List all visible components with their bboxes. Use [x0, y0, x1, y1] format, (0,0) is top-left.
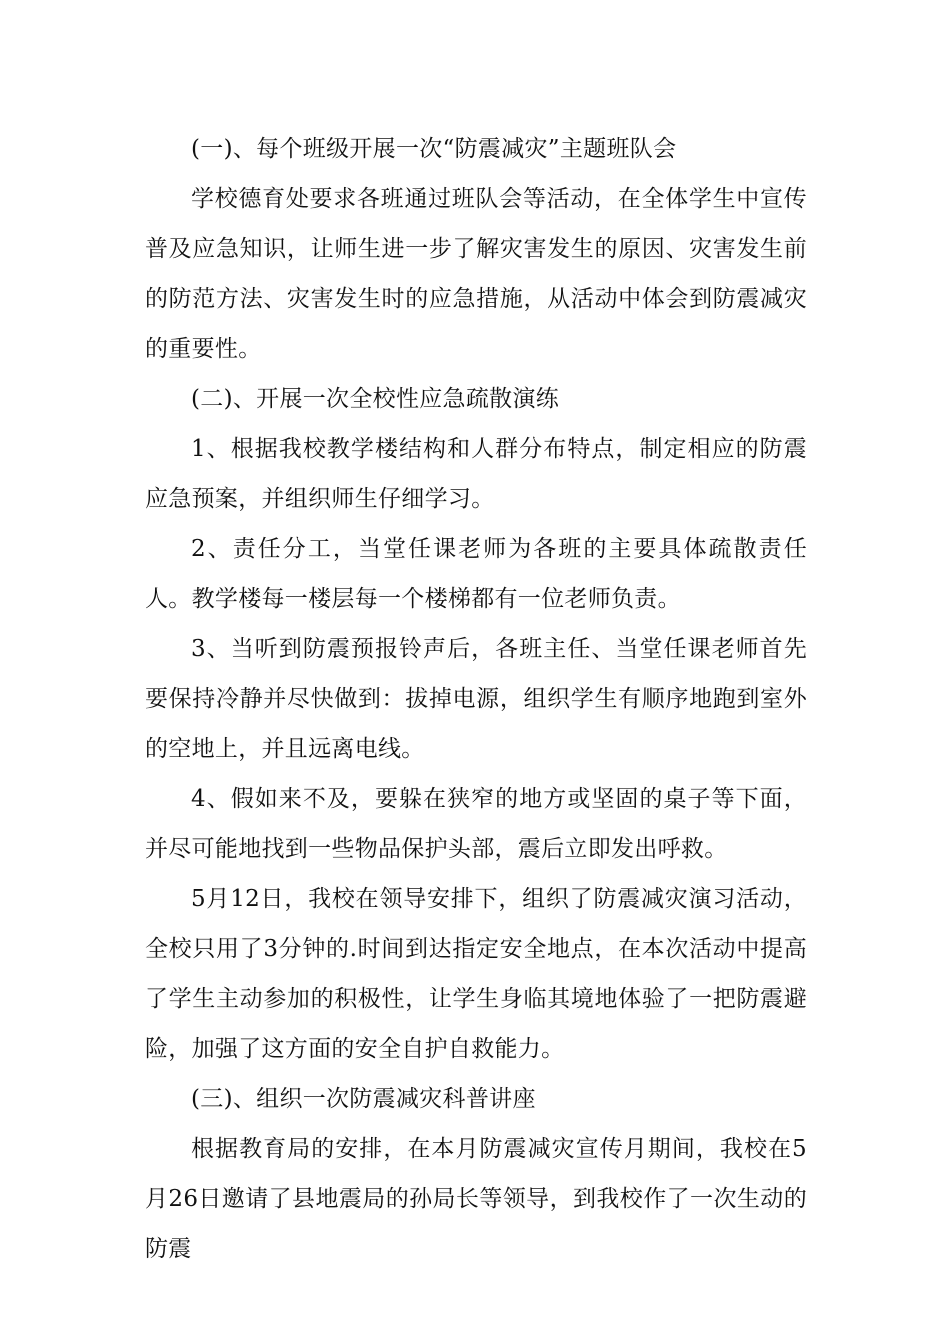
paragraph-lecture: 根据教育局的安排，在本月防震减灾宣传月期间，我校在5月26日邀请了县地震局的孙局长等领导，到我校作了一次生动的防震: [145, 1136, 807, 1262]
paragraph-item-1: 1、根据我校教学楼结构和人群分布特点，制定相应的防震应急预案，并组织师生仔细学习。: [145, 436, 807, 512]
heading-section-3: (三)、组织一次防震减灾科普讲座: [191, 1086, 536, 1112]
heading-section-2: (二)、开展一次全校性应急疏散演练: [191, 386, 560, 412]
paragraph-item-4: 4、假如来不及，要躲在狭窄的地方或坚固的桌子等下面，并尽可能地找到一些物品保护头部，震后立即发出呼救。: [145, 786, 807, 862]
paragraph-item-3: 3、当听到防震预报铃声后，各班主任、当堂任课老师首先要保持冷静并尽快做到：拔掉电源，组织学生有顺序地跑到室外的空地上，并且远离电线。: [145, 636, 807, 762]
heading-section-1: (一)、每个班级开展一次“防震减灾”主题班队会: [191, 136, 677, 162]
paragraph-item-2: 2、责任分工，当堂任课老师为各班的主要具体疏散责任人。教学楼每一楼层每一个楼梯都有一位老师负责。: [145, 536, 807, 612]
paragraph-class-meeting: 学校德育处要求各班通过班队会等活动，在全体学生中宣传普及应急知识，让师生进一步了解灾害发生的原因、灾害发生前的防范方法、灾害发生时的应急措施，从活动中体会到防震减灾的重要性。: [145, 186, 807, 362]
document-body: [145, 124, 807, 1274]
paragraph-drill-summary: 5月12日，我校在领导安排下，组织了防震减灾演习活动，全校只用了3分钟的.时间到达指定安全地点，在本次活动中提高了学生主动参加的积极性，让学生身临其境地体验了一把防震避险，加强了这方面的安全自护自救能力。: [145, 886, 807, 1062]
